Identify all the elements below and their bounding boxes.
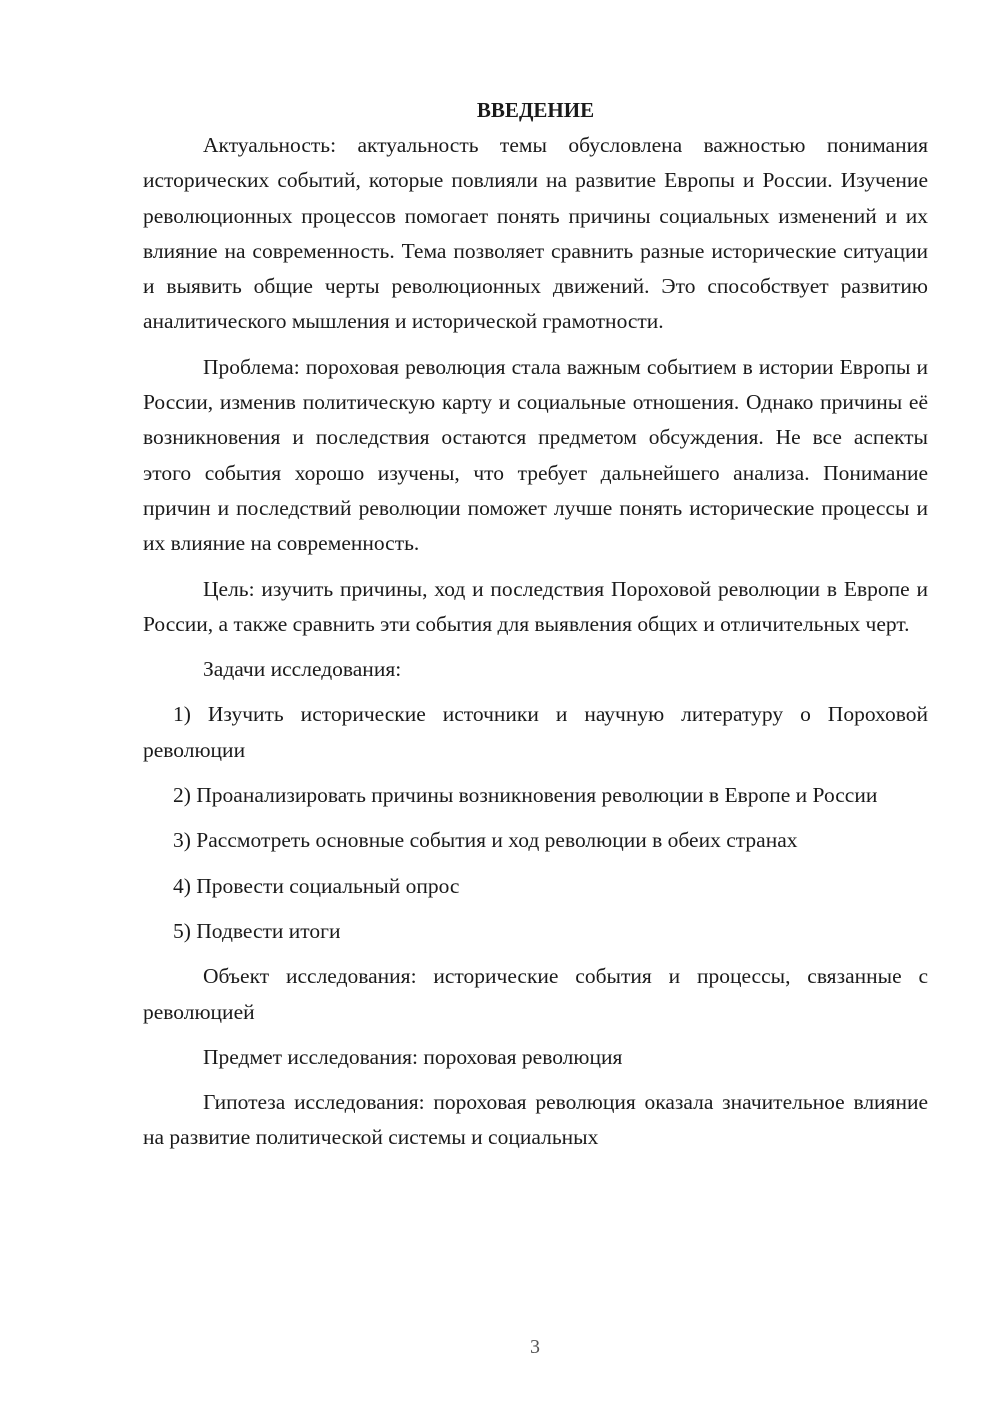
task-item: 4) Провести социальный опрос (173, 873, 460, 898)
section-title: ВВЕДЕНИЕ (476, 98, 595, 122)
task-item: 3) Рассмотреть основные события и ход революции в обеих странах (173, 828, 798, 853)
page-content (143, 93, 928, 1156)
page-number: 3 (530, 1336, 540, 1358)
object-paragraph: Объект исследования: исторические события и процессы, связанные с революцией (143, 964, 928, 1024)
goal-paragraph: Цель: изучить причины, ход и последствия Пороховой революции в Европе и России, а также сравнить эти события для выявления общих и отличительных черт. (143, 576, 928, 636)
subject-paragraph: Предмет исследования: пороховая революция (203, 1044, 623, 1069)
task-item: 2) Проанализировать причины возникновения революции в Европе и России (173, 783, 878, 808)
tasks-heading: Задачи исследования: (203, 657, 402, 682)
task-item: 5) Подвести итоги (173, 918, 341, 943)
hypothesis-paragraph: Гипотеза исследования: пороховая революция оказала значительное влияние на развитие политической системы и социальных (143, 1090, 928, 1150)
relevance-paragraph: Актуальность: актуальность темы обусловлена важностью понимания исторических событий, которые повлияли на развитие Европы и России. Изучение революционных процессов помогает понять причины социальных изменений и их влияние на современность. Тема позволяет сравнить разные исторические ситуации и выявить общие черты революционных движений. Это способствует развитию аналитического мышления и исторической грамотности. (143, 133, 928, 334)
task-item: 1) Изучить исторические источники и научную литературу о Пороховой революции (143, 702, 928, 762)
problem-paragraph: Проблема: пороховая революция стала важным событием в истории Европы и России, изменив политическую карту и социальные отношения. Однако причины её возникновения и последствия остаются предметом обсуждения. Не все аспекты этого события хорошо изучены, что требует дальнейшего анализа. Понимание причин и последствий революции поможет лучше понять исторические процессы и их влияние на современность. (143, 354, 928, 556)
tasks-list (143, 697, 928, 949)
